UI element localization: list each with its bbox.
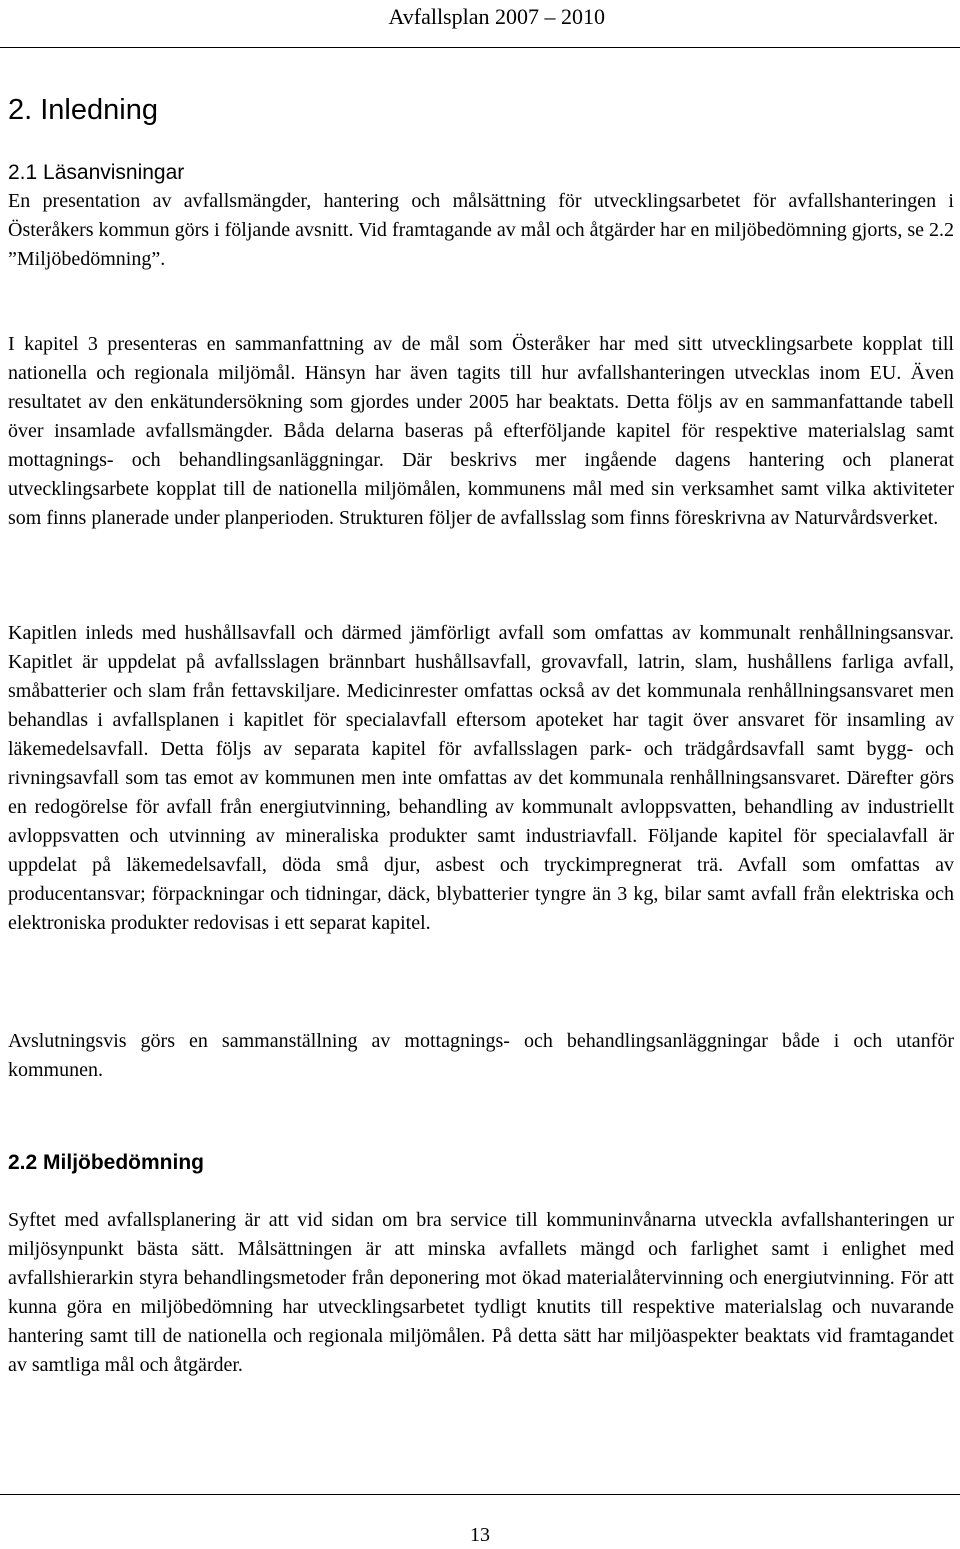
section-heading-miljobedomning: 2.2 Miljöbedömning [8,1151,205,1174]
paragraph-avslutning: Avslutningsvis görs en sammanställning av mottagnings- och behandlingsanläggningar både i och utanför kommunen. [8,1030,954,1081]
page-number: 13 [470,1524,490,1546]
section-heading-lasanvisningar: 2.1 Läsanvisningar [8,161,185,184]
paragraph-chapter-3: I kapitel 3 presenteras en sammanfattning av de mål som Österåker har med sitt utvecklingsarbete kopplat till nationella och regionala miljömål. Hänsyn har även tagits till hur avfallshanteringen utvecklas inom EU. Även resultatet av den enkätundersökning som gjordes under 2005 har beaktats. Detta följs av en sammanfattande tabell över insamlade avfallsmängder. Båda delarna baseras på efterföljande kapitel för respektive materialslag samt mottagnings- och behandlingsanläggningar. Där beskrivs mer ingående dagens hantering och planerat utvecklingsarbete kopplat till de nationella miljömålen, kommunens mål med sin verksamhet samt vilka aktiviteter som finns planerade under planperioden. Strukturen följer de avfallsslag som finns föreskrivna av Naturvårdsverket. [8,333,954,529]
paragraph-miljobedomning: Syftet med avfallsplanering är att vid sidan om bra service till kommuninvånarna utveckla avfallshanteringen ur miljösynpunkt bästa sätt. Målsättningen är att minska avfallets mängd och farlighet samt i enlighet med avfallshierarkin styra behandlingsmetoder från deponering mot ökad materialåtervinning och energiutvinning. För att kunna göra en miljöbedömning har utvecklingsarbetet tydligt knutits till respektive materialslag och nuvarande hantering samt till de nationella och regionala miljömålen. På detta sätt har miljöaspekter beaktats vid framtagandet av samtliga mål och åtgärder. [8,1209,954,1376]
header-divider [0,47,960,48]
running-header: Avfallsplan 2007 – 2010 [388,4,605,29]
paragraph-hushallsavfall: Kapitlen inleds med hushållsavfall och därmed jämförligt avfall som omfattas av kommunalt renhållningsansvar. Kapitlet är uppdelat på avfallsslagen brännbart hushållsavfall, grovavfall, latrin, slam, hushållens farliga avfall, småbatterier och slam från fettavskiljare. Medicinrester omfattas också av det kommunala renhållningsansvaret men behandlas i avfallsplanen i kapitlet för specialavfall eftersom apoteket har tagit över ansvaret för insamling av läkemedelsavfall. Detta följs av separata kapitel för avfallsslagen park- och trädgårdsavfall samt bygg- och rivningsavfall som tas emot av kommunen men inte omfattas av det kommunala renhållningsansvaret. Därefter görs en redogörelse för avfall från energiutvinning, behandling av kommunalt avloppsvatten, behandling av industriellt avloppsvatten och utvinning av mineraliska produkter samt industriavfall. Följande kapitel för specialavfall är uppdelat på läkemedelsavfall, döda små djur, asbest och tryckimpregnerat trä. Avfall som omfattas av producentansvar; förpackningar och tidningar, däck, blybatterier tyngre än 3 kg, bilar samt avfall från elektriska och elektroniska produkter redovisas i ett separat kapitel. [8,622,954,934]
paragraph-intro: En presentation av avfallsmängder, hantering och målsättning för utvecklingsarbetet för avfallshanteringen i Österåkers kommun görs i följande avsnitt. Vid framtagande av mål och åtgärder har en miljöbedömning gjorts, se 2.2 ”Miljöbedömning”. [8,190,954,270]
chapter-heading: 2. Inledning [8,94,158,126]
footer-divider [0,1494,960,1495]
